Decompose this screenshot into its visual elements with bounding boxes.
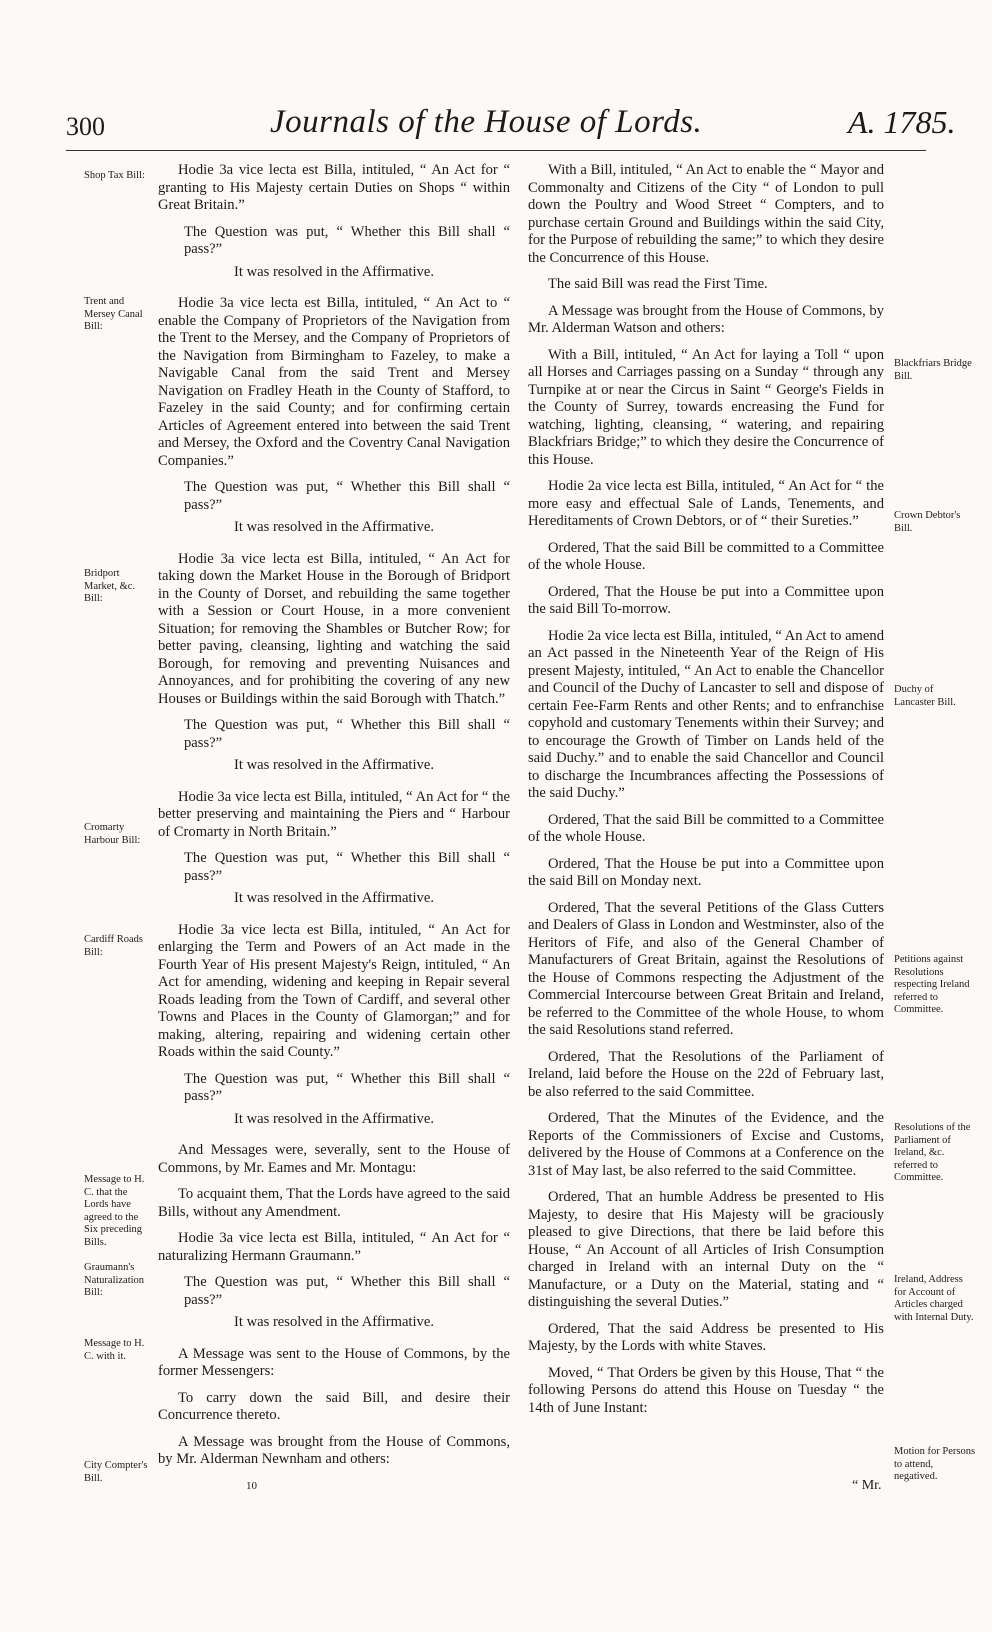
order: Ordered, That the said Bill be committed to a Committee of the whole House. <box>528 811 884 845</box>
entry-carry-down: To carry down the said Bill, and desire their Concurrence thereto. <box>158 1389 510 1423</box>
margin-note: Bridport Market, &c. Bill: <box>84 568 136 604</box>
entry-messages: And Messages were, severally, sent to the House of Commons, by Mr. Eames and Mr. Montagu: <box>158 1142 510 1176</box>
entry-message-sent: A Message was sent to the House of Commons, by the former Messengers: <box>158 1345 510 1379</box>
page-header <box>0 0 992 141</box>
margin-note: Cromarty Harbour Bill: <box>84 822 141 846</box>
entry-cardiff: Hodie 3a vice lecta est Billa, intituled, “ An Act for enlarging the Term and Powers of an Act made in the Fourth Year of His present Majesty's Reign, intituled, “ An Act for amending, widening and keeping in Repair several Roads leading from the Town of Cardiff, and several other Towns and Places in the County of Glamorgan;” and for making, altering, repairing and widening certain other Roads within the said County.” <box>158 921 510 1060</box>
entry-newnham: A Message was brought from the House of Commons, by Mr. Alderman Newnham and others: <box>158 1433 510 1467</box>
margin-note: Cardiff Roads Bill: <box>84 934 144 958</box>
question: The Question was put, “ Whether this Bill shall “ pass?” <box>184 479 510 513</box>
right-column <box>528 162 884 1426</box>
margin-note: Graumann's Naturalization Bill: <box>84 1262 145 1298</box>
entry-shop-tax: Hodie 3a vice lecta est Billa, intituled, “ An Act for “ granting to His Majesty certain Duties on Shops “ within Great Britain.” <box>158 162 510 213</box>
resolution: It was resolved in the Affirmative. <box>234 1110 434 1127</box>
header-rule <box>66 150 926 151</box>
resolution: It was resolved in the Affirmative. <box>234 890 434 906</box>
entry-trent-mersey: Hodie 3a vice lecta est Billa, intituled, “ An Act to “ enable the Company of Proprietors of the Navigation from the Trent to the Mersey, and the Company of Proprietors of the Navigation from Birmingham to Fazeley, to make a Navigable Canal from the said Trent and Mersey Navigation on Fradley Heath in the County of Stafford, to Fazeley in the said County; and for confirming certain Articles of Agreement entered into between the said Trent and Mersey, the Oxford and the Coventry Canal Navigation Companies.” <box>158 295 510 469</box>
margin-note: Blackfriars Bridge Bill. <box>894 358 972 382</box>
entry-bridport: Hodie 3a vice lecta est Billa, intituled, “ An Act for taking down the Market House in the Borough of Bridport in the County of Dorset, and rebuilding the same together with a Session or Court House, in a more convenient Situation; for removing the Shambles or Butcher Row; for better paving, cleansing, lighting and watching the said Borough, for removing and preventing Nuisances and Annoyances, and for prohibiting the covering of any new Houses or Buildings within the said Borough with Thatch.” <box>158 550 510 707</box>
entry-blackfriars: With a Bill, intituled, “ An Act for laying a Toll “ upon all Horses and Carriages passing on a Sunday “ through any Turnpike at or near the Circus in Saint “ George's Fields in the County of Surrey, towards encreasing the Fund for watching, lighting, cleansing, “ watering, and repairing Blackfriars Bridge;” to which they desire the Concurrence of this House. <box>528 346 884 468</box>
order: Ordered, That the said Address be presented to His Majesty, by the Lords with white Staves. <box>528 1320 884 1354</box>
entry-first-time: The said Bill was read the First Time. <box>548 276 768 292</box>
entry-graumann: Hodie 3a vice lecta est Billa, intituled, “ An Act for “ naturalizing Hermann Graumann.” <box>158 1230 510 1264</box>
entry-compters: With a Bill, intituled, “ An Act to enable the “ Mayor and Commonalty and Citizens of the City “ of London to pull down the Poultry and Wood Street “ Compters, and to purchase certain Ground and Buildings within the said City, for the Purpose of rebuilding the same;” to which they desire the Concurrence of this House. <box>528 162 884 266</box>
order: Ordered, That the Minutes of the Evidence, and the Reports of the Commissioners of Excise and Customs, delivered by the House of Commons at a Conference on the 31st of May last, be also referred to the said Committee. <box>528 1110 884 1179</box>
question: The Question was put, “ Whether this Bill shall “ pass?” <box>184 1274 510 1308</box>
catchword: “ Mr. <box>852 1478 882 1493</box>
left-column <box>158 162 510 1478</box>
entry-cromarty: Hodie 3a vice lecta est Billa, intituled, “ An Act for “ the better preserving and maintaining the Piers and “ Harbour of Cromarty in North Britain.” <box>158 788 510 840</box>
resolution: It was resolved in the Affirmative. <box>234 263 434 280</box>
question: The Question was put, “ Whether this Bill shall “ pass?” <box>184 717 510 751</box>
question: The Question was put, “ Whether this Bill shall “ pass?” <box>184 850 510 884</box>
order: Ordered, That the Resolutions of the Parliament of Ireland, laid before the House on the 22d of February last, be also referred to the said Committee. <box>528 1048 884 1100</box>
entry-lancaster: Hodie 2a vice lecta est Billa, intituled, “ An Act to amend an Act passed in the Nineteenth Year of the Reign of His present Majesty, intituled, “ An Act to enable the Chancellor and Council of the Duchy of Lancaster to sell and dispose of certain Fee-Farm Rents and other Rents; and to enfranchise copyhold and customary Tenements within their Survey; and to encourage the Growth of Timber on Lands held of the said Duchy.” and to enable the said Chancellor and Council to discharge the Incumbrances affecting the Possessions of the said Duchy.” <box>528 627 884 801</box>
margin-note: Shop Tax Bill: <box>84 170 145 181</box>
entry-motion: Moved, “ That Orders be given by this House, That “ the following Persons do attend this House on Tuesday “ the 14th of June Instant: <box>528 1364 884 1416</box>
order: Ordered, That the said Bill be committed to a Committee of the whole House. <box>528 539 884 573</box>
margin-note: Motion for Persons to attend, negatived. <box>894 1446 976 1482</box>
order: Ordered, That the House be put into a Committee upon the said Bill To-morrow. <box>528 583 884 617</box>
resolution: It was resolved in the Affirmative. <box>234 757 434 773</box>
margin-note: Duchy of Lancaster Bill. <box>894 684 956 708</box>
entry-crown-debtors: Hodie 2a vice lecta est Billa, intituled, “ An Act for “ the more easy and effectual Sale of Lands, Tenements, and Hereditaments of Crown Debtors, or of “ their Sureties.” <box>528 478 884 529</box>
margin-note: Ireland, Address for Account of Articles charged with Internal Duty. <box>894 1274 974 1323</box>
margin-note: Message to H. C. that the Lords have agreed to the Six preceding Bills. <box>84 1174 145 1248</box>
margin-note: Crown Debtor's Bill. <box>894 510 961 534</box>
resolution: It was resolved in the Affirmative. <box>234 519 434 535</box>
year-label: A. 1785. <box>848 104 956 140</box>
entry-acquaint: To acquaint them, That the Lords have agreed to the said Bills, without any Amendment. <box>158 1186 510 1220</box>
question: The Question was put, “ Whether this Bill shall “ pass?” <box>184 1070 510 1104</box>
order: Ordered, That the several Petitions of the Glass Cutters and Dealers of Glass in London and Westminster, also of the Heritors of Fife, and also of the General Chamber of Manufacturers of Great Britain, against the Resolutions of the House of Commons respecting the Adjustment of the Commercial Intercourse between Great Britain and Ireland, be referred to the Committee of the whole House, to whom the said Resolutions stand referred. <box>528 899 884 1038</box>
margin-note: City Compter's Bill. <box>84 1460 148 1484</box>
order: Ordered, That the House be put into a Committee upon the said Bill on Monday next. <box>528 855 884 889</box>
margin-note: Petitions against Resolutions respecting Ireland referred to Committee. <box>894 954 970 1015</box>
journal-title: Journals of the House of Lords. <box>270 104 703 140</box>
order: Ordered, That an humble Address be presented to His Majesty, to desire that His Majesty will be graciously pleased to give Directions, that there be laid before this House, “ An Account of all Articles of Irish Consumption charged in Ireland with an internal Duty on the “ Manufacture, or a Duty on the Material, stating and “ distinguishing the several Duties.” <box>528 1189 884 1310</box>
margin-note: Trent and Mersey Canal Bill: <box>84 296 143 332</box>
entry-watson: A Message was brought from the House of Commons, by Mr. Alderman Watson and others: <box>528 302 884 336</box>
margin-note: Resolutions of the Parliament of Ireland, &c. referred to Committee. <box>894 1122 971 1183</box>
question: The Question was put, “ Whether this Bill shall “ pass?” <box>184 223 510 257</box>
margin-note: Message to H. C. with it. <box>84 1338 145 1362</box>
signature-mark: 10 <box>246 1480 257 1492</box>
page-number: 300 <box>66 112 105 141</box>
resolution: It was resolved in the Affirmative. <box>234 1314 434 1330</box>
